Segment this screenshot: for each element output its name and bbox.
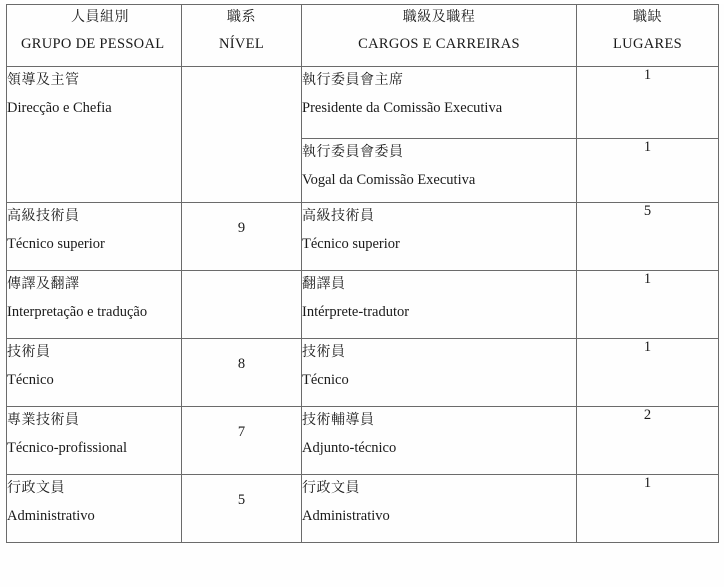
career-pt: Presidente da Comissão Executiva — [302, 100, 503, 117]
cell-places: 5 — [577, 203, 719, 271]
cell-career — [302, 475, 577, 543]
column-header-places-zh: 職缺 — [633, 9, 662, 25]
table-row — [7, 271, 719, 339]
cell-career — [302, 339, 577, 407]
group-pt: Direcção e Chefia — [7, 100, 112, 117]
group-zh: 專業技術員 — [7, 412, 80, 428]
column-header-level-pt: NÍVEL — [219, 35, 264, 52]
cell-career — [302, 407, 577, 475]
cell-group — [7, 271, 182, 339]
column-header-level — [182, 5, 302, 67]
document-page — [0, 4, 724, 587]
group-zh: 傳譯及翻譯 — [7, 276, 80, 292]
cell-group — [7, 67, 182, 203]
cell-level — [182, 67, 302, 203]
career-pt: Técnico superior — [302, 236, 400, 253]
cell-level: 7 — [182, 407, 302, 475]
cell-places: 1 — [577, 67, 719, 139]
table-row — [7, 407, 719, 475]
career-zh: 翻譯員 — [302, 276, 346, 292]
group-pt: Técnico superior — [7, 236, 105, 253]
table-row — [7, 475, 719, 543]
career-pt: Intérprete-tradutor — [302, 304, 410, 321]
table-header — [7, 5, 719, 67]
career-pt: Administrativo — [302, 508, 390, 525]
cell-career — [302, 271, 577, 339]
table-body — [7, 67, 719, 543]
group-zh: 領導及主管 — [7, 72, 80, 88]
cell-level — [182, 271, 302, 339]
column-header-careers-zh: 職級及職程 — [402, 9, 476, 25]
cell-places: 1 — [577, 475, 719, 543]
table-row — [7, 339, 719, 407]
career-zh: 執行委員會委員 — [302, 144, 404, 160]
career-zh: 執行委員會主席 — [302, 72, 404, 88]
career-pt: Adjunto-técnico — [302, 440, 397, 457]
group-pt: Técnico-profissional — [7, 440, 127, 457]
header-row — [7, 5, 719, 67]
career-zh: 技術員 — [302, 344, 346, 360]
career-zh: 高級技術員 — [302, 208, 375, 224]
cell-group — [7, 339, 182, 407]
cell-places: 1 — [577, 339, 719, 407]
column-header-group-zh: 人員組別 — [71, 9, 129, 25]
group-zh: 技術員 — [7, 344, 51, 360]
group-zh: 行政文員 — [7, 480, 65, 496]
cell-career — [302, 139, 577, 203]
cell-career — [302, 67, 577, 139]
table-row — [7, 203, 719, 271]
cell-level: 8 — [182, 339, 302, 407]
column-header-group-pt: GRUPO DE PESSOAL — [21, 35, 165, 52]
career-pt: Técnico — [302, 372, 349, 389]
group-pt: Administrativo — [7, 508, 95, 525]
cell-career — [302, 203, 577, 271]
table-row — [7, 67, 719, 139]
cell-group — [7, 407, 182, 475]
column-header-places-pt: LUGARES — [613, 35, 682, 52]
cell-level: 5 — [182, 475, 302, 543]
group-pt: Técnico — [7, 372, 54, 389]
cell-level: 9 — [182, 203, 302, 271]
career-zh: 行政文員 — [302, 480, 360, 496]
group-pt: Interpretação e tradução — [7, 304, 148, 321]
career-pt: Vogal da Comissão Executiva — [302, 172, 476, 189]
column-header-careers-pt: CARGOS E CARREIRAS — [358, 35, 520, 52]
cell-places: 1 — [577, 139, 719, 203]
column-header-level-zh: 職系 — [227, 9, 256, 25]
column-header-group — [7, 5, 182, 67]
column-header-places — [577, 5, 719, 67]
group-zh: 高級技術員 — [7, 208, 80, 224]
cell-places: 2 — [577, 407, 719, 475]
career-zh: 技術輔導員 — [302, 412, 375, 428]
column-header-careers — [302, 5, 577, 67]
cell-group — [7, 475, 182, 543]
staff-positions-table — [6, 4, 719, 543]
cell-group — [7, 203, 182, 271]
cell-places: 1 — [577, 271, 719, 339]
